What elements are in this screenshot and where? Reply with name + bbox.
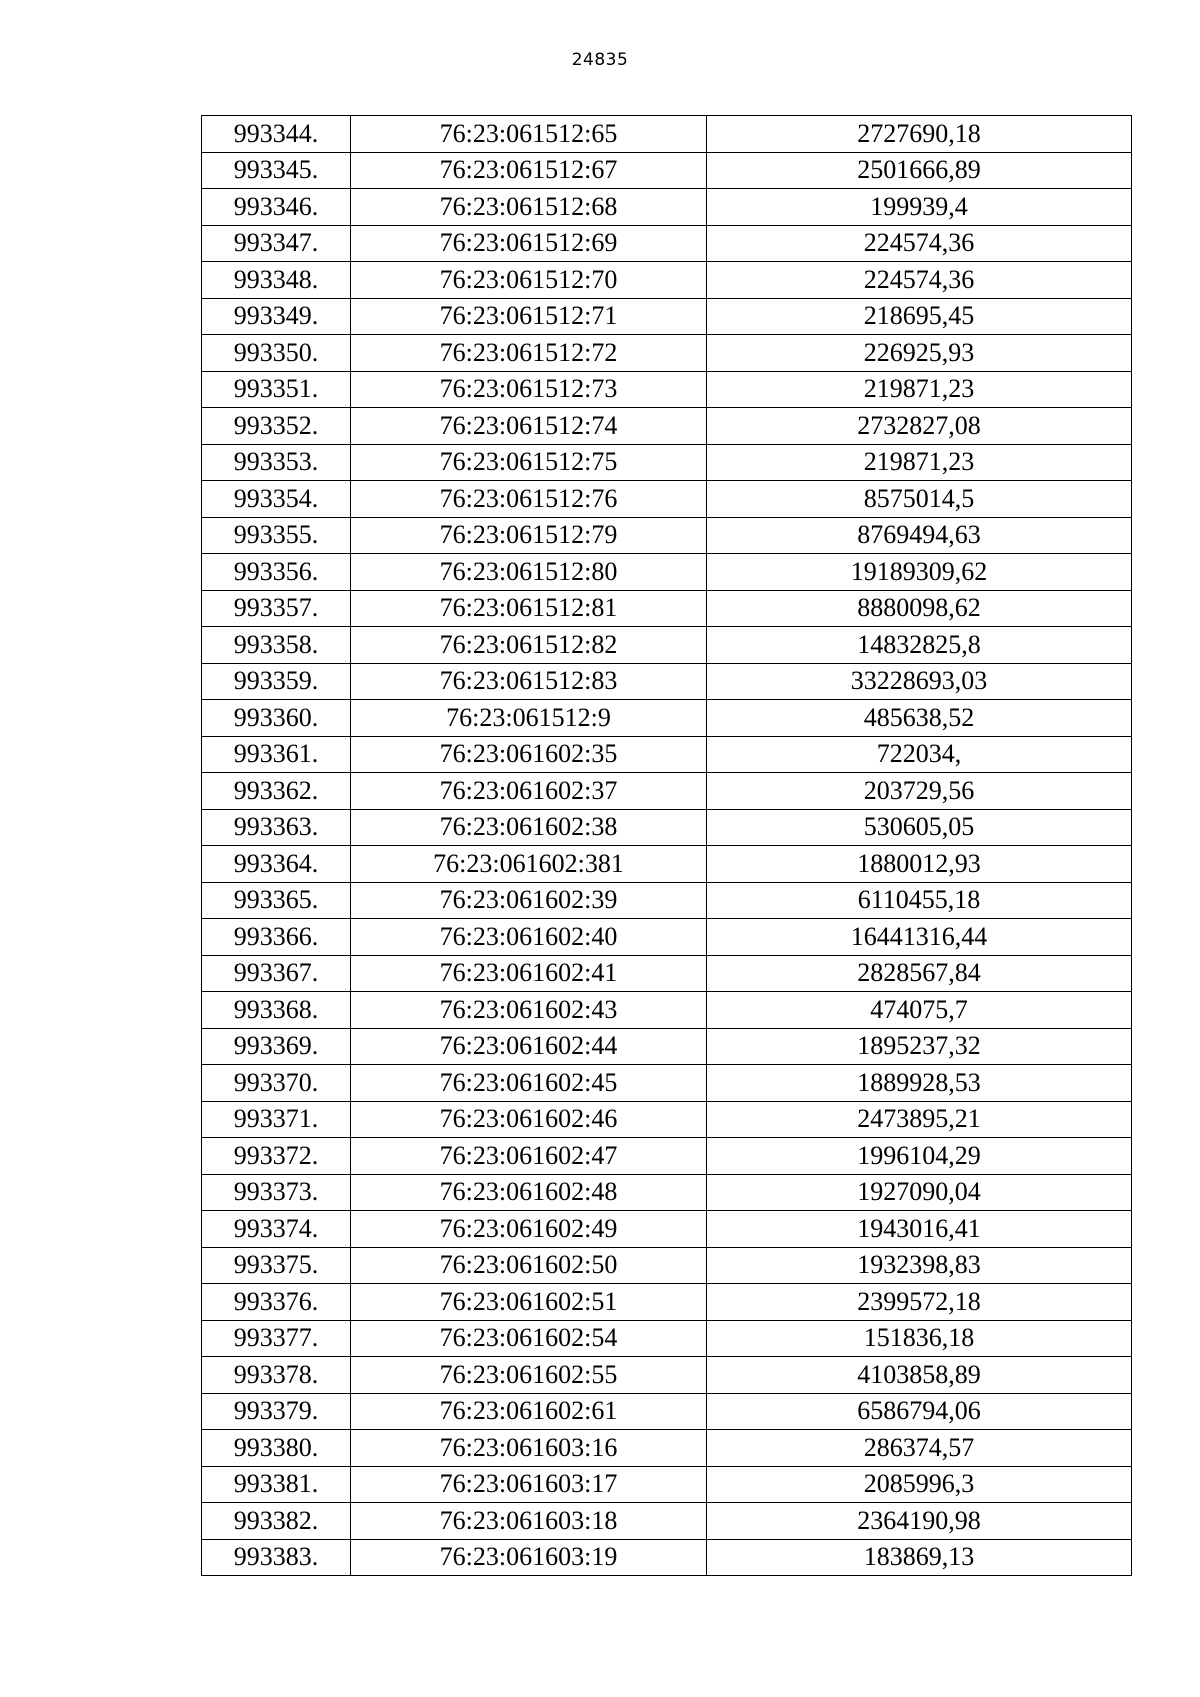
cadastral-number-cell: 76:23:061603:16 (351, 1430, 707, 1467)
row-number-cell: 993350. (202, 335, 351, 372)
cadastral-value-cell: 2727690,18 (707, 116, 1132, 153)
cadastral-number-cell: 76:23:061602:49 (351, 1211, 707, 1248)
cadastral-number-cell: 76:23:061602:44 (351, 1028, 707, 1065)
row-number-cell: 993365. (202, 882, 351, 919)
row-number-cell: 993352. (202, 408, 351, 445)
cadastral-value-cell: 1895237,32 (707, 1028, 1132, 1065)
row-number-cell: 993360. (202, 700, 351, 737)
cadastral-value-cell: 1996104,29 (707, 1138, 1132, 1175)
cadastral-number-cell: 76:23:061602:37 (351, 773, 707, 810)
cadastral-number-cell: 76:23:061602:50 (351, 1247, 707, 1284)
cadastral-value-cell: 218695,45 (707, 298, 1132, 335)
cadastral-value-cell: 151836,18 (707, 1320, 1132, 1357)
cadastral-number-cell: 76:23:061512:76 (351, 481, 707, 518)
cadastral-number-cell: 76:23:061603:18 (351, 1503, 707, 1540)
table-row (202, 152, 1132, 189)
cadastral-value-cell: 19189309,62 (707, 554, 1132, 591)
row-number-cell: 993361. (202, 736, 351, 773)
row-number-cell: 993375. (202, 1247, 351, 1284)
table-row (202, 408, 1132, 445)
cadastral-number-cell: 76:23:061512:9 (351, 700, 707, 737)
cadastral-number-cell: 76:23:061512:67 (351, 152, 707, 189)
row-number-cell: 993370. (202, 1065, 351, 1102)
cadastral-value-cell: 203729,56 (707, 773, 1132, 810)
row-number-cell: 993367. (202, 955, 351, 992)
row-number-cell: 993379. (202, 1393, 351, 1430)
cadastral-number-cell: 76:23:061602:38 (351, 809, 707, 846)
cadastral-number-cell: 76:23:061602:39 (351, 882, 707, 919)
cadastral-value-cell: 224574,36 (707, 225, 1132, 262)
cadastral-value-cell: 2501666,89 (707, 152, 1132, 189)
row-number-cell: 993363. (202, 809, 351, 846)
cadastral-number-cell: 76:23:061602:47 (351, 1138, 707, 1175)
row-number-cell: 993374. (202, 1211, 351, 1248)
table-row (202, 1466, 1132, 1503)
cadastral-value-cell: 33228693,03 (707, 663, 1132, 700)
row-number-cell: 993364. (202, 846, 351, 883)
cadastral-value-cell: 8575014,5 (707, 481, 1132, 518)
cadastral-number-cell: 76:23:061512:79 (351, 517, 707, 554)
cadastral-number-cell: 76:23:061602:55 (351, 1357, 707, 1394)
cadastral-value-cell: 530605,05 (707, 809, 1132, 846)
table-row (202, 1174, 1132, 1211)
cadastral-value-cell: 1880012,93 (707, 846, 1132, 883)
page-number: 24835 (571, 50, 629, 70)
row-number-cell: 993380. (202, 1430, 351, 1467)
row-number-cell: 993345. (202, 152, 351, 189)
cadastral-number-cell: 76:23:061512:83 (351, 663, 707, 700)
row-number-cell: 993344. (202, 116, 351, 153)
cadastral-value-cell: 1927090,04 (707, 1174, 1132, 1211)
table-row (202, 846, 1132, 883)
cadastral-value-cell: 224574,36 (707, 262, 1132, 299)
cadastral-value-cell: 8769494,63 (707, 517, 1132, 554)
cadastral-value-cell: 2828567,84 (707, 955, 1132, 992)
cadastral-value-cell: 474075,7 (707, 992, 1132, 1029)
cadastral-number-cell: 76:23:061602:45 (351, 1065, 707, 1102)
cadastral-value-cell: 2473895,21 (707, 1101, 1132, 1138)
row-number-cell: 993359. (202, 663, 351, 700)
table-row (202, 919, 1132, 956)
cadastral-number-cell: 76:23:061602:48 (351, 1174, 707, 1211)
row-number-cell: 993366. (202, 919, 351, 956)
cadastral-number-cell: 76:23:061603:19 (351, 1539, 707, 1576)
cadastral-value-cell: 16441316,44 (707, 919, 1132, 956)
cadastral-number-cell: 76:23:061602:54 (351, 1320, 707, 1357)
row-number-cell: 993376. (202, 1284, 351, 1321)
table-row (202, 1065, 1132, 1102)
cadastral-value-cell: 183869,13 (707, 1539, 1132, 1576)
cadastral-value-cell: 722034, (707, 736, 1132, 773)
table-row (202, 262, 1132, 299)
table-row (202, 1503, 1132, 1540)
cadastral-value-cell: 6110455,18 (707, 882, 1132, 919)
cadastral-value-cell: 219871,23 (707, 371, 1132, 408)
table-row (202, 444, 1132, 481)
table-row (202, 955, 1132, 992)
cadastral-number-cell: 76:23:061602:41 (351, 955, 707, 992)
cadastral-number-cell: 76:23:061512:70 (351, 262, 707, 299)
cadastral-number-cell: 76:23:061512:82 (351, 627, 707, 664)
cadastral-value-cell: 286374,57 (707, 1430, 1132, 1467)
row-number-cell: 993357. (202, 590, 351, 627)
row-number-cell: 993353. (202, 444, 351, 481)
table-row (202, 1101, 1132, 1138)
row-number-cell: 993346. (202, 189, 351, 226)
row-number-cell: 993382. (202, 1503, 351, 1540)
table-row (202, 1138, 1132, 1175)
table-row (202, 1320, 1132, 1357)
table-row (202, 225, 1132, 262)
table-row (202, 590, 1132, 627)
cadastral-number-cell: 76:23:061602:61 (351, 1393, 707, 1430)
cadastral-number-cell: 76:23:061512:65 (351, 116, 707, 153)
row-number-cell: 993351. (202, 371, 351, 408)
row-number-cell: 993349. (202, 298, 351, 335)
cadastral-value-cell: 2085996,3 (707, 1466, 1132, 1503)
table-row (202, 189, 1132, 226)
table-row (202, 1211, 1132, 1248)
table-body (202, 116, 1132, 1576)
cadastral-value-cell: 1943016,41 (707, 1211, 1132, 1248)
table-row (202, 992, 1132, 1029)
table-row (202, 1539, 1132, 1576)
table-row (202, 809, 1132, 846)
cadastral-value-cell: 2732827,08 (707, 408, 1132, 445)
table-row (202, 371, 1132, 408)
row-number-cell: 993372. (202, 1138, 351, 1175)
cadastral-value-cell: 6586794,06 (707, 1393, 1132, 1430)
table-row (202, 773, 1132, 810)
table-row (202, 481, 1132, 518)
cadastral-number-cell: 76:23:061602:35 (351, 736, 707, 773)
cadastral-value-cell: 2399572,18 (707, 1284, 1132, 1321)
cadastral-number-cell: 76:23:061602:46 (351, 1101, 707, 1138)
cadastral-number-cell: 76:23:061603:17 (351, 1466, 707, 1503)
row-number-cell: 993369. (202, 1028, 351, 1065)
cadastral-number-cell: 76:23:061512:71 (351, 298, 707, 335)
row-number-cell: 993356. (202, 554, 351, 591)
row-number-cell: 993354. (202, 481, 351, 518)
cadastral-value-table (201, 115, 1132, 1576)
row-number-cell: 993355. (202, 517, 351, 554)
row-number-cell: 993358. (202, 627, 351, 664)
row-number-cell: 993348. (202, 262, 351, 299)
table-row (202, 627, 1132, 664)
cadastral-value-cell: 4103858,89 (707, 1357, 1132, 1394)
table-row (202, 116, 1132, 153)
cadastral-number-cell: 76:23:061512:80 (351, 554, 707, 591)
table-row (202, 1247, 1132, 1284)
row-number-cell: 993368. (202, 992, 351, 1029)
table-row (202, 554, 1132, 591)
table-row (202, 298, 1132, 335)
cadastral-value-cell: 8880098,62 (707, 590, 1132, 627)
row-number-cell: 993373. (202, 1174, 351, 1211)
cadastral-value-cell: 1932398,83 (707, 1247, 1132, 1284)
table-row (202, 335, 1132, 372)
cadastral-value-cell: 14832825,8 (707, 627, 1132, 664)
cadastral-value-cell: 226925,93 (707, 335, 1132, 372)
table-row (202, 1393, 1132, 1430)
cadastral-number-cell: 76:23:061512:73 (351, 371, 707, 408)
row-number-cell: 993381. (202, 1466, 351, 1503)
table-row (202, 700, 1132, 737)
row-number-cell: 993383. (202, 1539, 351, 1576)
table-row (202, 1028, 1132, 1065)
row-number-cell: 993362. (202, 773, 351, 810)
cadastral-number-cell: 76:23:061602:43 (351, 992, 707, 1029)
table-row (202, 517, 1132, 554)
table-row (202, 882, 1132, 919)
table-row (202, 736, 1132, 773)
table-row (202, 663, 1132, 700)
cadastral-number-cell: 76:23:061512:75 (351, 444, 707, 481)
row-number-cell: 993371. (202, 1101, 351, 1138)
cadastral-number-cell: 76:23:061512:69 (351, 225, 707, 262)
table-row (202, 1430, 1132, 1467)
cadastral-number-cell: 76:23:061602:51 (351, 1284, 707, 1321)
cadastral-number-cell: 76:23:061602:381 (351, 846, 707, 883)
cadastral-value-cell: 485638,52 (707, 700, 1132, 737)
cadastral-number-cell: 76:23:061512:68 (351, 189, 707, 226)
row-number-cell: 993347. (202, 225, 351, 262)
cadastral-number-cell: 76:23:061512:81 (351, 590, 707, 627)
cadastral-value-cell: 2364190,98 (707, 1503, 1132, 1540)
cadastral-number-cell: 76:23:061512:72 (351, 335, 707, 372)
cadastral-number-cell: 76:23:061512:74 (351, 408, 707, 445)
cadastral-value-cell: 199939,4 (707, 189, 1132, 226)
cadastral-number-cell: 76:23:061602:40 (351, 919, 707, 956)
cadastral-value-cell: 1889928,53 (707, 1065, 1132, 1102)
table-row (202, 1284, 1132, 1321)
cadastral-value-cell: 219871,23 (707, 444, 1132, 481)
row-number-cell: 993378. (202, 1357, 351, 1394)
table-row (202, 1357, 1132, 1394)
row-number-cell: 993377. (202, 1320, 351, 1357)
